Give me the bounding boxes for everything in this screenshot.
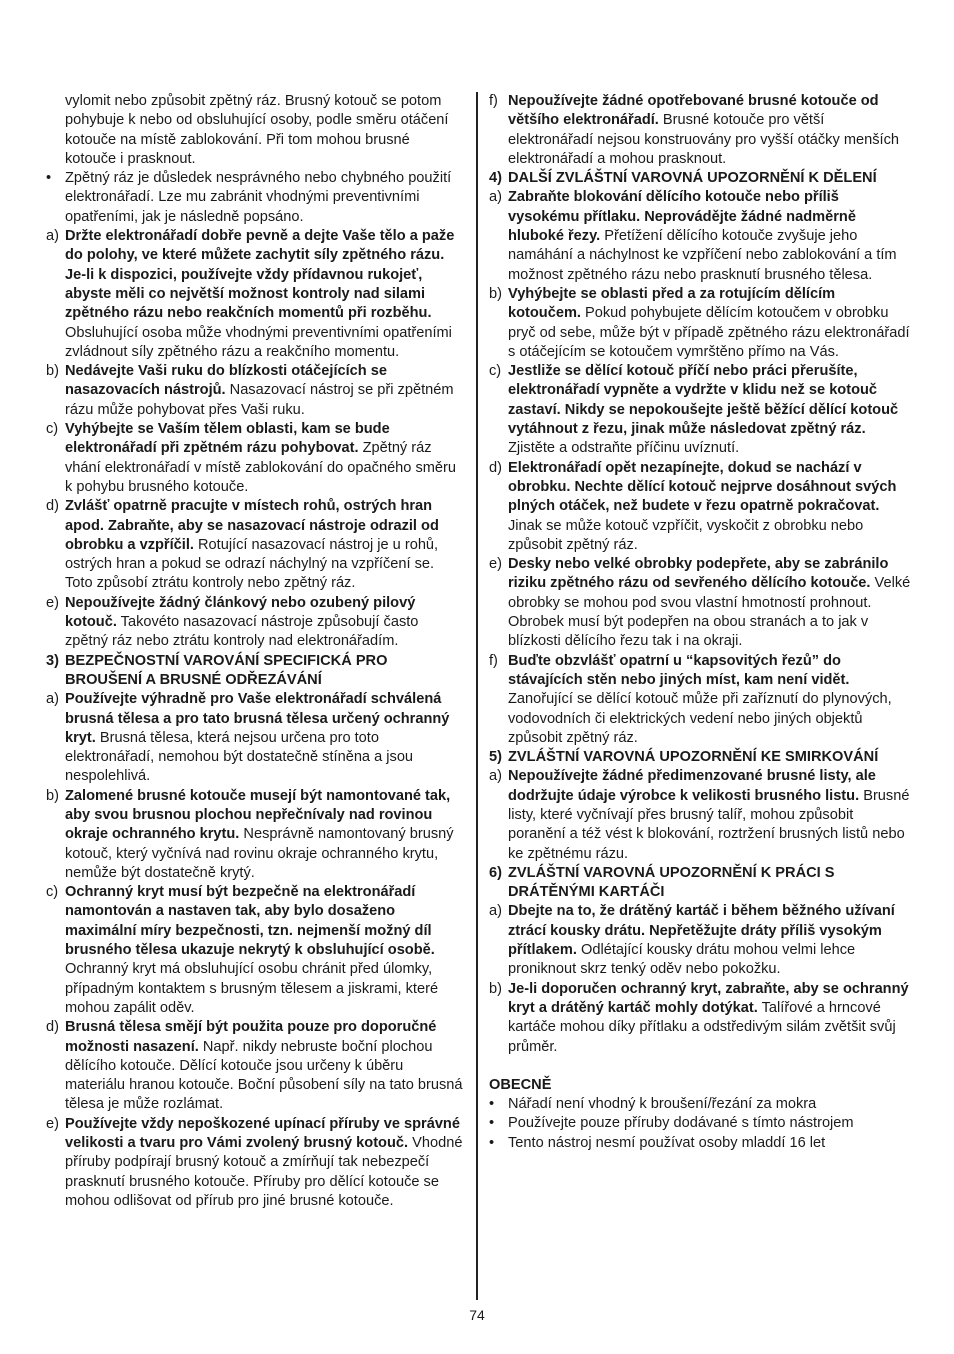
list-item	[46, 420, 464, 497]
item-warning: Vyhýbejte se Vaším tělem oblasti, kam se bude elektronářadí při zpětném rázu pohybovat.	[65, 421, 390, 457]
item-label: a)	[489, 189, 502, 206]
section-title: ZVLÁŠTNÍ VAROVNÁ UPOZORNĚNÍ K PRÁCI S DRÁTĚNÝMI KARTÁČI	[508, 864, 835, 901]
right-column	[489, 92, 911, 1153]
item-text: Ochranný kryt má obsluhující osobu chránit před úlomky, případným kontaktem s brusným tělesem a jiskrami, které mohou zapálit oděv.	[65, 961, 439, 1016]
item-label: c)	[46, 421, 59, 438]
bullet-text: Nářadí není vhodný k broušení/řezání za mokra	[508, 1096, 817, 1113]
item-label: a)	[489, 768, 502, 785]
item-label: e)	[46, 1115, 59, 1132]
item-text: Talířové a hrncové kartáče mohou díky přítlaku a odstředivým silám zvětšit svůj průměr.	[508, 999, 896, 1055]
item-text: Brusné kotouče pro větší elektronářadí nejsou konstruovány pro vyšší otáčky menších elektronářadí a mohou prasknout.	[508, 112, 899, 167]
list-item	[489, 767, 911, 863]
bullet-item	[489, 1114, 911, 1133]
bullet-text: Tento nástroj nesmí používat osoby mladdí 16 let	[508, 1134, 826, 1151]
list-item	[489, 188, 911, 284]
list-item	[489, 92, 911, 169]
item-text: Brusná tělesa, která nejsou určena pro toto elektronářadí, nemohou být dostatečně stíněna a jsou nespolehlivá.	[65, 729, 414, 785]
bullet-item	[46, 169, 464, 227]
section-title: ZVLÁŠTNÍ VAROVNÁ UPOZORNĚNÍ KE SMIRKOVÁNÍ	[508, 749, 879, 766]
item-warning: Je-li doporučen ochranný kryt, zabraňte, aby se ochranný kryt a drátěný kartáč mohly dotýkat.	[508, 980, 909, 1016]
list-item	[46, 690, 464, 786]
item-text: Jinak se může kotouč vzpříčit, vyskočit z obrobku nebo způsobit zpětný ráz.	[508, 517, 864, 553]
item-warning: Zvlášť opatrně pracujte v místech rohů, ostrých hran apod. Zabraňte, aby se nasazovací nástroje odrazil od obrobku a vzpříčil.	[65, 498, 439, 553]
section-title: BEZPEČNOSTNÍ VAROVÁNÍ SPECIFICKÁ PRO BROUŠENÍ A BRUSNÉ ODŘEZÁVÁNÍ	[65, 652, 388, 688]
bullet-text: Používejte pouze příruby dodávané s tímto nástrojem	[508, 1115, 854, 1132]
list-item	[46, 1018, 464, 1114]
item-warning: Dbejte na to, že drátěný kartáč i během běžného užívaní ztrácí kousky drátu. Nepřetěžujte dráty příliš vysokým přítlakem.	[508, 903, 895, 959]
section-number: 6)	[489, 864, 502, 881]
bullet-item	[489, 1095, 911, 1114]
list-item	[46, 227, 464, 362]
list-item	[46, 883, 464, 1018]
item-label: f)	[489, 93, 498, 109]
item-f	[489, 92, 911, 169]
item-label: e)	[489, 556, 502, 573]
left-column	[46, 92, 464, 1211]
item-warning: Ochranný kryt musí být bezpečně na elektronářadí namontován a nastaven tak, aby bylo dosaženo maximální míry bezpečnosti, tzn. nejmenší možný díl brusného tělesa ukazuje nekrytý k obsluhující osobě.	[65, 884, 435, 959]
item-text: Takovéto nasazovací nástroje způsobují často zpětný ráz nebo ztrátu kontroly nad elektronářadím.	[65, 614, 419, 650]
item-warning: Nepoužívejte žádné předimenzované brusné listy, ale dodržujte údaje výrobce k velikosti brusného listu.	[508, 768, 876, 804]
item-label: f)	[489, 652, 498, 669]
item-text: Rotující nasazovací nástroj je u rohů, ostrých hran a pokud se odrazí náchylný na vzpříčení se. Toto způsobí ztrátu kontroly nebo zpětný ráz.	[65, 536, 439, 592]
column-divider	[476, 92, 478, 1300]
item-label: a)	[489, 903, 502, 920]
item-label: b)	[489, 285, 502, 302]
item-text: Nasazovací nástroj se při zpětném rázu může pohybovat přes Vaši ruku.	[65, 382, 454, 418]
item-text: Obsluhující osoba může vhodnými preventivními opatřeními zvládnout síly zpětného rázu a reakčního momentu.	[65, 324, 452, 360]
item-warning: Používejte vždy nepoškozené upínací příruby ve správné velikosti a tvaru pro Vámi zvolený brusný kotouč.	[65, 1115, 460, 1152]
page-number: 74	[469, 1307, 485, 1323]
list-item	[489, 980, 911, 1057]
item-text: Vhodné příruby podpírají brusný kotouč a zmírňují tak nebezpečí prasknutí brusného kotouče. Příruby pro dělící kotouče se mohou odlišovat od přírub pro jiné brusné kotouče.	[65, 1135, 463, 1209]
bullet-item	[489, 1134, 911, 1153]
list-item	[46, 497, 464, 593]
section-heading-4	[489, 169, 911, 188]
item-warning: Nepoužívejte žádný článkový nebo ozubený pilový kotouč.	[65, 594, 416, 631]
list-item	[489, 555, 911, 651]
section-number: 5)	[489, 749, 502, 766]
item-label: d)	[46, 498, 59, 515]
item-warning: Buďte obzvlášť opatrní u “kapsovitých řezů” do stávajících stěn nebo jiných míst, kam není vidět.	[508, 652, 850, 688]
item-text: Pokud pohybujete dělícím kotoučem v obrobku pryč od sebe, může být v případě zpětného rázu elektronářadí s otáčejícím se kotoučem vymrštěno přímo na Vás.	[508, 305, 910, 360]
item-label: a)	[46, 228, 59, 245]
item-text: Velké obrobky se mohou pod svou vlastní hmotností prohnout. Obrobek musí být podepřen na obou stranách a to jak v blízkosti dělícího řezu tak i na okraji.	[508, 575, 911, 650]
item-text: Přetížení dělícího kotouče zvyšuje jeho namáhání a náchylnost ke vzpříčení nebo zablokování a tím možnost zpětného rázu nebo prasknutí brusného tělesa.	[508, 228, 897, 283]
list-item	[46, 787, 464, 883]
bullet-marker: •	[489, 1096, 495, 1113]
list-item	[489, 362, 911, 458]
item-label: c)	[46, 884, 59, 901]
section-heading-3	[46, 652, 464, 691]
bullet-marker: •	[489, 1115, 495, 1132]
item-warning: Zalomené brusné kotouče musejí být namontované tak, aby svou brusnou plochou nepřečnívaly nad rovinou okraje ochranného krytu.	[65, 787, 451, 843]
item-label: a)	[46, 691, 59, 708]
list-item	[46, 594, 464, 652]
kickback-list	[46, 227, 464, 652]
item-text: Např. nikdy nebruste boční plochou dělícího kotouče. Dělící kotouče jsou určeny k úběru materiálu hranou kotouče. Boční působení síly na tato brusná tělesa je může rozlámat.	[65, 1038, 463, 1113]
item-warning: Jestliže se dělící kotouč příčí nebo práci přerušíte, elektronářadí vypněte a vydržte v klidu než se kotouč zastaví. Nikdy se nepokoušejte ještě běžící dělící kotouč vytáhnout z řezu, jinak může následovat zpětný ráz.	[508, 363, 899, 438]
section-heading-6	[489, 864, 911, 903]
item-label: b)	[46, 787, 59, 804]
list-item	[46, 1115, 464, 1211]
item-text: Zpětný ráz vhání elektronářadí v místě zablokování do opačného směru k pohybu brusného kotouče.	[65, 440, 457, 495]
item-text: Zanořující se dělící kotouč může při zaříznutí do plynových, vodovodních či elektrických vedení nebo jiných objektů způsobit zpětný ráz.	[508, 691, 892, 746]
item-warning: Desky nebo velké obrobky podepřete, aby se zabránilo riziku zpětného rázu od sevřeného dělícího kotouče.	[508, 556, 889, 592]
item-warning: Zabraňte blokování dělícího kotouče nebo příliš vysokému přítlaku. Neprovádějte žádné nadměrně hluboké řezy.	[508, 189, 856, 245]
item-label: d)	[46, 1019, 59, 1036]
section-heading-5	[489, 748, 911, 767]
item-label: d)	[489, 459, 502, 476]
section-number: 4)	[489, 170, 502, 187]
item-warning: Elektronářadí opět nezapínejte, dokud se nachází v obrobku. Nechte dělící kotouč nejprve dosáhnout svých plných otáček, než budete v řezu opatrně pokračovat.	[508, 459, 897, 515]
item-warning: Vyhýbejte se oblasti před a za rotujícím dělícím kotoučem.	[508, 285, 836, 322]
item-text: Brusné listy, které vyčnívají přes brusný talíř, mohou způsobit poranění a též vést k blokování, roztržení brusných listů nebo ke zpětnému rázu.	[508, 787, 910, 862]
cutting-list	[489, 188, 911, 748]
item-warning: Nepoužívejte žádné opotřebované brusné kotouče od většího elektronářadí.	[508, 93, 879, 129]
section-title: DALŠÍ ZVLÁŠTNÍ VAROVNÁ UPOZORNĚNÍ K DĚLENÍ	[508, 170, 877, 187]
item-text: Zjistěte a odstraňte příčinu uvíznutí.	[508, 440, 740, 457]
item-text: Nesprávně namontovaný brusný kotouč, který vyčnívá nad rovinu okraje ochranného krytu, nemůže být dostatečně krytý.	[65, 826, 454, 881]
general-bullet-list	[489, 1095, 911, 1153]
grinding-list	[46, 690, 464, 1211]
wire-brush-list	[489, 902, 911, 1056]
list-item	[489, 652, 911, 748]
bullet-text: Zpětný ráz je důsledek nesprávného nebo chybného použití elektronářadí. Lze mu zabránit vhodnými preventivními opatřeními, jak je následně popsáno.	[65, 170, 452, 225]
list-item	[489, 902, 911, 979]
item-warning: Nedávejte Vaši ruku do blízkosti otáčejících se nasazovacích nástrojů.	[65, 363, 387, 399]
intro-paragraph: vylomit nebo způsobit zpětný ráz. Brusný kotouč se potom pohybuje k nebo od obsluhující osoby, podle směru otáčení kotouče na místě zablokování. Při tom mohou brusné kotouče i prasknout.	[65, 93, 449, 167]
item-label: b)	[46, 363, 59, 380]
list-item	[46, 362, 464, 420]
item-text: Odlétající kousky drátu mohou velmi lehce proniknout skrz tenký oděv nebo pokožku.	[508, 942, 856, 978]
bullet-marker: •	[46, 170, 52, 187]
general-heading: OBECNĚ	[489, 1076, 552, 1093]
sanding-list	[489, 767, 911, 863]
list-item	[489, 285, 911, 362]
list-item	[489, 459, 911, 555]
item-warning: Držte elektronářadí dobře pevně a dejte Vaše tělo a paže do polohy, ve které můžete zachytit síly zpětného rázu. Je-li k dispozici, používejte vždy přídavnou rukojeť, abyste měli co největší možnost kontroly nad silami zpětného rázu nebo reakčních momentů při rozběhu.	[65, 228, 455, 322]
bullet-marker: •	[489, 1134, 495, 1151]
item-warning: Používejte výhradně pro Vaše elektronářadí schválená brusná tělesa a pro tato brusná tělesa určený ochranný kryt.	[65, 691, 450, 746]
item-label: c)	[489, 363, 502, 380]
item-warning: Brusná tělesa smějí být použita pouze pro doporučné možnosti nasazení.	[65, 1019, 437, 1055]
item-label: e)	[46, 594, 59, 611]
section-number: 3)	[46, 652, 59, 669]
item-label: b)	[489, 980, 502, 997]
